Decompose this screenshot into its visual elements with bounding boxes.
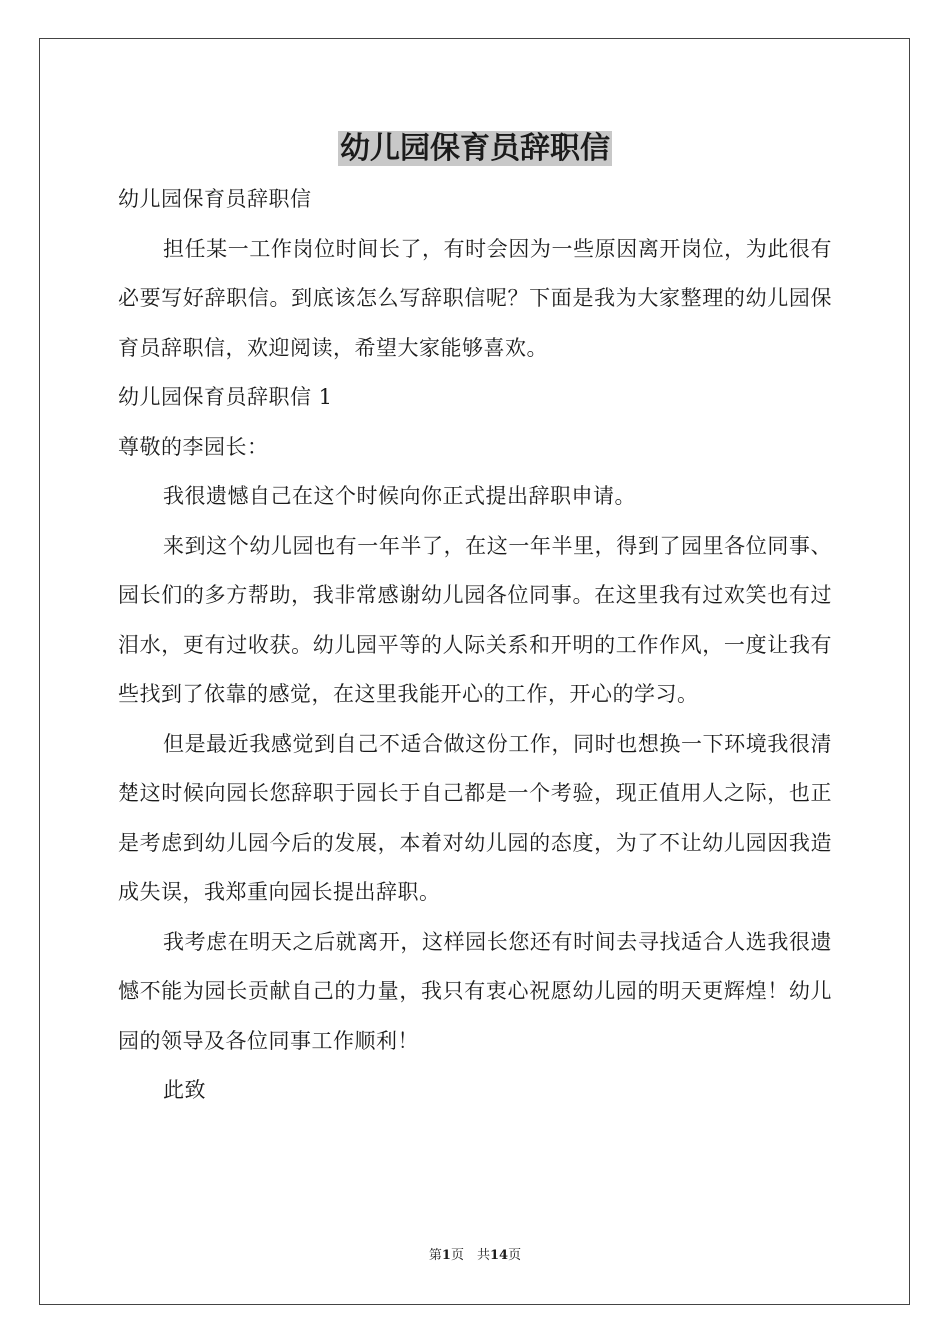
page-suffix: 页	[508, 1248, 522, 1263]
document-title-text: 幼儿园保育员辞职信	[340, 131, 610, 166]
page-total-number: 14	[489, 1248, 509, 1263]
salutation: 尊敬的李园长：	[118, 434, 269, 459]
page-footer	[0, 1246, 950, 1266]
body-paragraph-1: 我很遗憾自己在这个时候向你正式提出辞职申请。	[163, 484, 636, 508]
page-prefix: 第	[428, 1248, 442, 1263]
intro-paragraph: 担任某一工作岗位时间长了，有时会因为一些原因离开岗位，为此很有必要写好辞职信。到底该怎么写辞职信呢？下面是我为大家整理的幼儿园保育员辞职信，欢迎阅读，希望大家能够喜欢。	[118, 236, 832, 360]
closing-line: 此致	[163, 1078, 206, 1102]
section-heading: 幼儿园保育员辞职信 1	[118, 385, 333, 409]
body-paragraph-3: 但是最近我感觉到自己不适合做这份工作，同时也想换一下环境我很清楚这时候向园长您辞职于园长于自己都是一个考验，现正值用人之际，也正是考虑到幼儿园今后的发展，本着对幼儿园的态度，为了不让幼儿园因我造成失误，我郑重向园长提出辞职。	[118, 731, 832, 904]
body-paragraph-4: 我考虑在明天之后就离开，这样园长您还有时间去寻找适合人选我很遗憾不能为园长贡献自己的力量，我只有衷心祝愿幼儿园的明天更辉煌！幼儿园的领导及各位同事工作顺利！	[118, 929, 832, 1053]
page-current-number: 1	[441, 1248, 451, 1263]
document-subtitle: 幼儿园保育员辞职信	[118, 187, 312, 211]
page-mid: 页 共	[450, 1248, 490, 1263]
body-paragraph-2: 来到这个幼儿园也有一年半了，在这一年半里，得到了园里各位同事、园长们的多方帮助，我非常感谢幼儿园各位同事。在这里我有过欢笑也有过泪水，更有过收获。幼儿园平等的人际关系和开明的工作作风，一度让我有些找到了依靠的感觉，在这里我能开心的工作，开心的学习。	[118, 533, 832, 706]
document-title	[0, 128, 950, 170]
document-body	[118, 175, 832, 1116]
